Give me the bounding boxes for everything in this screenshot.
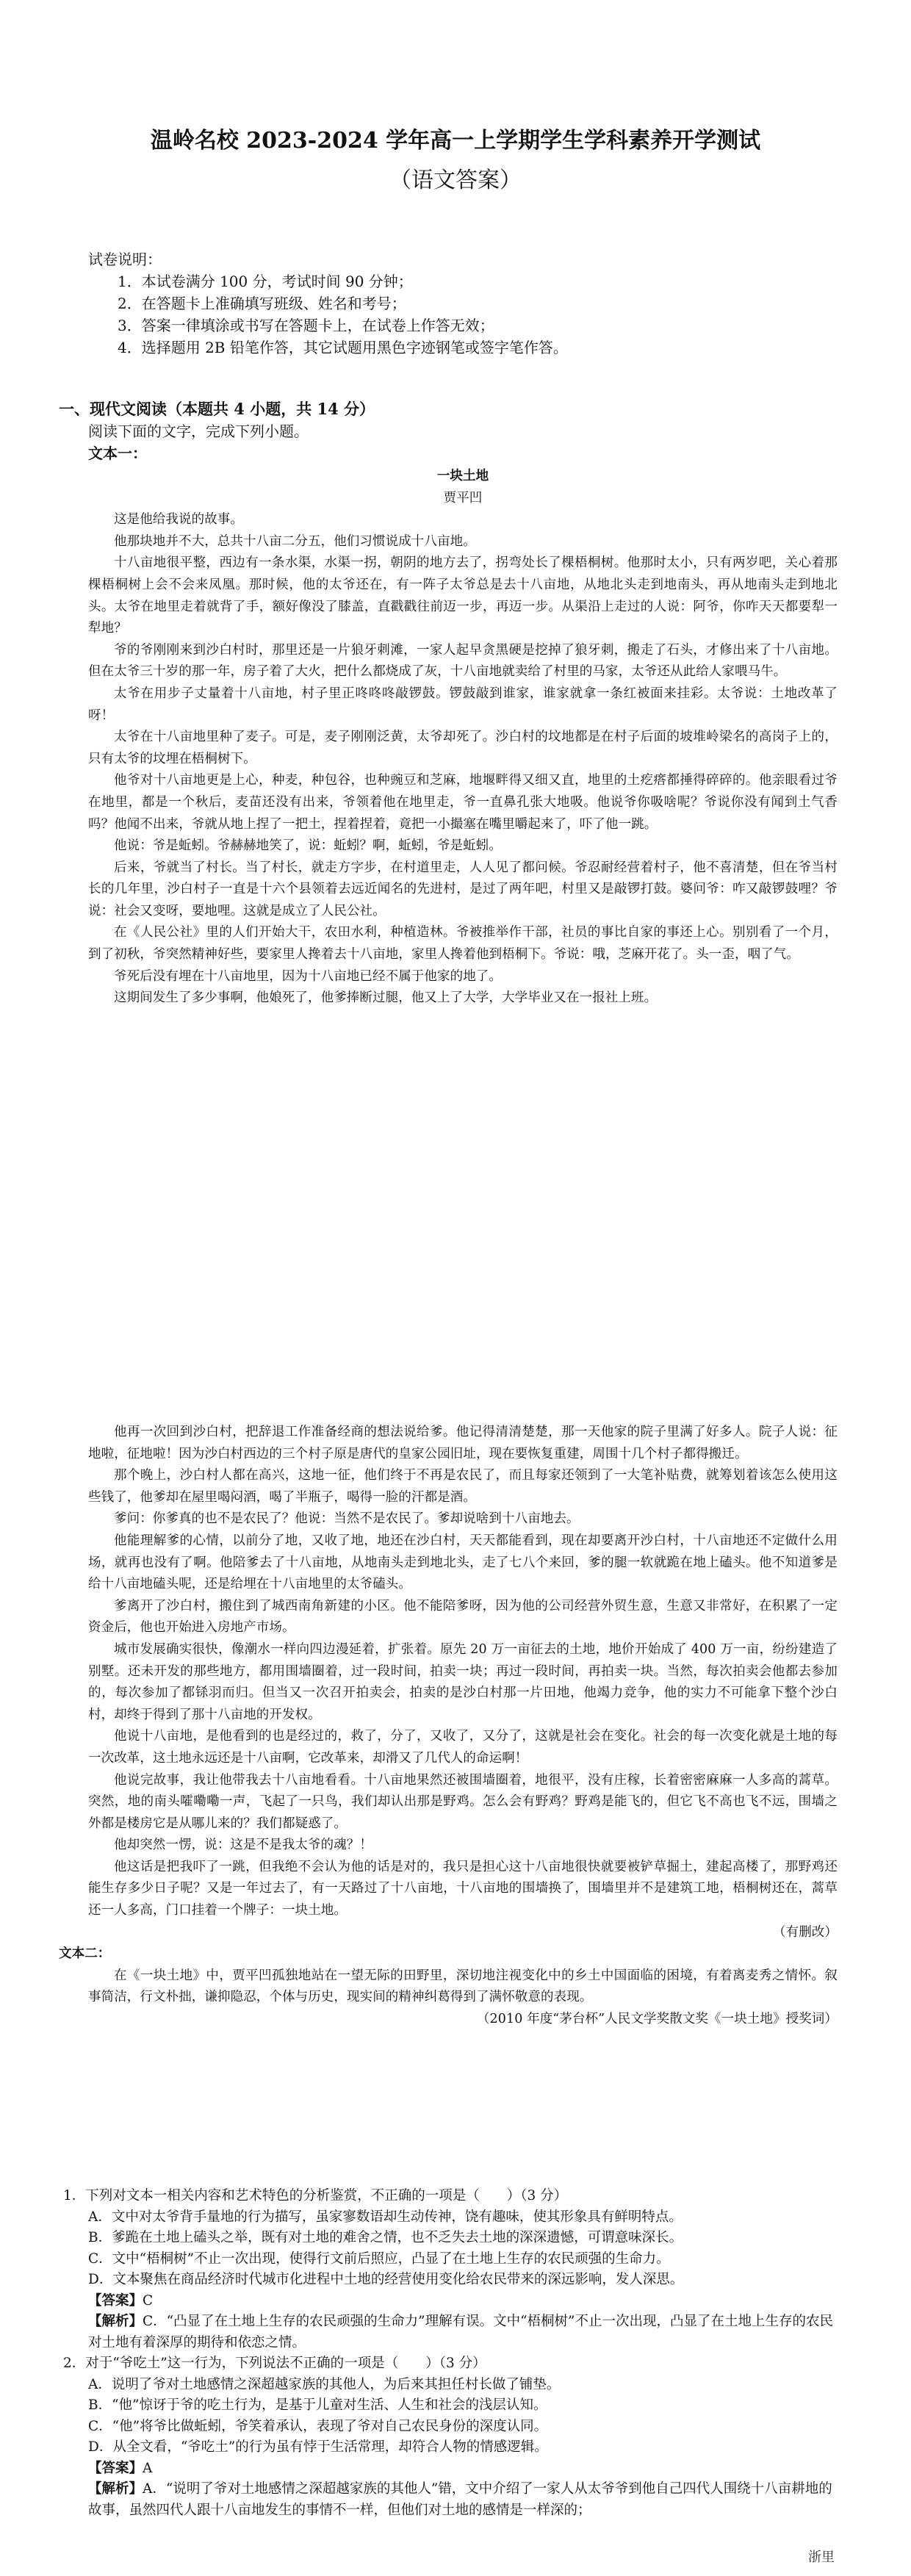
question-option: B．爹跪在土地上磕头之举，既有对土地的难舍之情，也不乏失去土地的深深遗憾，可谓意味深长。 [88,2230,683,2245]
story-paragraph: 这是他给我说的故事。 [114,512,243,528]
question-option: A．文中对太爷背手量地的行为描写，虽家寥数语却生动传神，饶有趣味，使其形象具有鲜明特点。 [88,2209,683,2225]
instruction-item: 4．选择题用 2B 铅笔作答，其它试题用黑色字迹钢笔或签字笔作答。 [118,339,568,356]
page-subtitle: （语文答案） [389,168,522,193]
question-1 [63,2186,838,2353]
story-paragraph: 他能理解爹的心情，以前分了地，又收了地，地还在沙白村，天天都能看到，现在却要离开沙白村，十八亩地还不定做什么用场，就再也没有了啊。他陪爹去了十八亩地，从地南头走到地北头，走了七八个来回，爹的腿一软就跪在地上磕头。他不知道爹是给十八亩地磕头呢，还是给埋在十八亩地里的太爷磕头。 [88,1533,838,1592]
text1-part2 [59,1422,838,2031]
text1-part1 [88,466,838,1010]
question-option: D．从全文看，“爷吃土”的行为虽有悖于生活常理，却符合人物的情感逻辑。 [88,2439,548,2455]
question-stem: 2．对于“爷吃土”这一行为，下列说法不正确的一项是（ ）（3 分） [63,2356,486,2371]
answer-value: C [143,2292,154,2309]
answer-tag: 【答案】 [88,2460,143,2476]
story-author: 贾平凹 [443,490,483,506]
story-paragraph: 十八亩地很平整，西边有一条水渠，水渠一拐，朝阴的地方去了，拐弯处长了棵梧桐树。他那时太小，只有两岁吧，关心着那棵梧桐树上会不会来凤凰。那时候，他的太爷还在，有一阵子太爷总是去十八亩地，从地北头走到地南头，再从地南头走到地北头。太爷在地里走着就背了手，额好像没了膝盖，直戳戳往前迈一步，再迈一步。从渠沿上走过的人说：阿爷，你咋天天都要犁一犁地？ [88,555,838,636]
story-paragraph: 他这话是把我吓了一跳，但我绝不会认为他的话是对的，我只是担心这十八亩地很快就要被铲草掘土，建起高楼了，那野鸡还能生存多少日子呢？又是一年过去了，有一天路过了十八亩地，十八亩地的围墙换了，围墙里并不是建筑工地，梧桐树还在，蒿草还一人多高，门口挂着一个牌子：一块土地。 [88,1859,838,1918]
analysis-line [88,2479,838,2521]
story-paragraph: 太爷在用步子丈量着十八亩地，村子里正咚咚咚敲锣鼓。锣鼓敲到谁家，谁家就拿一条红被面来挂彩。太爷说：土地改革了呀！ [88,686,838,723]
question-option: A．说明了爷对土地感情之深超越家族的其他人，为后来其担任村长做了铺垫。 [88,2376,561,2392]
answer-value: A [143,2460,153,2476]
question-option: D．文本聚焦在商品经济时代城市化进程中土地的经营使用变化给农民带来的深远影响，发人深思。 [88,2272,684,2287]
story-paragraph: 爷的爷刚刚来到沙白村时，那里还是一片狼牙刺滩，一家人起早贪黑硬是挖掉了狼牙刺，搬走了石头，才修出来了十八亩地。但在太爷三十岁的那一年，房子着了大火，把什么都烧成了灰，十八亩地就卖给了村里的马家，太爷还从此给人家喂马牛。 [88,642,838,680]
story-paragraph: 他说完故事，我让他带我去十八亩地看看。十八亩地果然还被围墙圈着，地很平，没有庄稼，长着密密麻麻一人多高的蒿草。突然，地的南头嚯嘞嘞一声，飞起了一只鸟，我们却认出那是野鸡。怎么会有野鸡？野鸡是能飞的，但它飞不高也飞不远，围墙之外都是楼房它是从哪儿来的？我们都疑惑了。 [88,1772,838,1831]
question-option: C．“他”将爷比做蚯蚓，爷笑着承认，表现了爷对自己农民身份的深度认同。 [88,2418,548,2434]
analysis-tag: 【解析】 [88,2481,143,2497]
story-paragraph: 他却突然一愣，说：这是不是我太爷的魂？！ [114,1838,372,1853]
story-paragraph: 他爷对十八亩地更是上心，种麦，种包谷，也种豌豆和芝麻，地堰畔得又细又直，地里的土疙瘩都捶得碎碎的。他亲眼看过爷在地里，都是一个秋后，麦苗还没有出来，爷领着他在地里走，爷一直鼻孔张大地吸。他说爷你吸啥呢？爷说你没有闻到土气香吗？他闻不出来，爷就从地上捏了一把土，捏着捏着，竟把一小撮塞在嘴里嚼起来了，吓了他一跳。 [88,773,838,832]
story-paragraph: 爹问：你爹真的也不是农民了？他说：当然不是农民了。爹却说啥到十八亩地去。 [114,1511,580,1527]
section-intro: 阅读下面的文字，完成下列小题。 [88,422,309,440]
text2-label: 文本二： [59,1946,111,1962]
instruction-item: 1．本试卷满分 100 分，考试时间 90 分钟； [118,273,413,290]
story-paragraph: 太爷在十八亩地里种了麦子。可是，麦子刚刚泛黄，太爷却死了。沙白村的坟地都是在村子后面的坡堆岭梁名的高岗子上的，只有太爷的坟埋在梧桐树下。 [88,730,838,766]
question-option: B．“他”惊讶于爷的吃土行为，是基于儿童对生活、人生和社会的浅层认知。 [88,2397,547,2413]
story-paragraph: 他说：爷是蚯蚓。爷赫赫地笑了，说：蚯蚓？啊，蚯蚓，爷是蚯蚓。 [114,838,502,854]
story-paragraph: 他那块地并不大，总共十八亩二分五，他们习惯说成十八亩地。 [114,533,476,549]
answer-line [88,2458,838,2480]
instruction-item: 2．在答题卡上准确填写班级、姓名和考号； [118,295,406,312]
analysis-text: A．“说明了爷对土地感情之深超越家族的其他人”错，文中介绍了一家人从太爷爷到他自己四代人围绕十八亩耕地的故事，虽然四代人跟十八亩地发生的事情不一样，但他们对土地的感情是一样深的； [88,2481,832,2518]
story-paragraph: 他再一次回到沙白村，把辞退工作准备经商的想法说给爹。他记得清清楚楚，那一天他家的院子里满了好多人。院子人说：征地啦，征地啦！因为沙白村西边的三个村子原是唐代的皇家公园旧址，现在要恢复重建，周围十几个村子都得搬迁。 [88,1425,838,1461]
footer-watermark: 浙里 [808,2550,835,2565]
source-note: （有删改） [773,1924,838,1940]
answer-line [88,2291,838,2312]
question-option: C．文中“梧桐树”不止一次出现，使得行文前后照应，凸显了在土地上生存的农民顽强的生命力。 [88,2251,670,2267]
instruction-item: 3．答案一律填涂或书写在答题卡上，在试卷上作答无效； [118,317,494,334]
text2-body: 在《一块土地》中，贾平凹孤独地站在一望无际的田野里，深切地注视变化中的乡土中国面临的困境，有着离麦秀之情怀。叙事简洁，行文朴拙，谦抑隐忍，个体与历史，现实间的精神纠葛得到了满怀敬意的表现。 [88,1968,838,2005]
story-paragraph: 城市发展确实很快，像潮水一样向四边漫延着，扩张着。原先 20 万一亩征去的土地，地价开始成了 400 万一亩，纷纷建造了别墅。还未开发的那些地方，都用围墙圈着，过一段时间，拍卖一块；再过一段时间，再拍卖一块。当然，每次拍卖会他都去参加的，每次参加了都铩羽而归。但当又一次召开拍卖会，拍卖的是沙白村那一片田地，他竭力竞争，他的实力不可能拿下整个沙白村，却终于得到了那十八亩地的开发权。 [88,1641,838,1722]
section1-header [59,398,838,464]
analysis-tag: 【解析】 [88,2314,143,2329]
analysis-line [88,2311,838,2353]
story-paragraph: 在《人民公社》里的人们开始大干，农田水利，种植造林。爷被推举作干部，社员的事比自家的事还上心。别别看了一个月，到了初秋，爷突然精神好些，要家里人搀着去十八亩地，家里人搀着他到梧桐下。爷说：哦，芝麻开花了。头一歪，咽了气。 [88,925,838,963]
instructions-heading: 试卷说明： [88,251,162,268]
question-stem: 1．下列对文本一相关内容和艺术特色的分析鉴赏，不正确的一项是（ ）（3 分） [63,2188,568,2203]
story-paragraph: 爹离开了沙白村，搬住到了城西南角新建的小区。他不能陪爹呀，因为他的公司经营外贸生意，生意又非常好，在积累了一定资金后，他也开始进入房地产市场。 [88,1598,838,1636]
story-paragraph: 这期间发生了多少事啊，他娘死了，他爹捧断过腿，他又上了大学，大学毕业又在一报社上班。 [114,990,658,1006]
section-heading: 一、现代文阅读（本题共 4 小题，共 14 分） [59,400,375,418]
answer-tag: 【答案】 [88,2292,143,2309]
analysis-text: C．“凸显了在土地上生存的农民顽强的生命力”理解有误。文中“梧桐树”不止一次出现，凸显了在土地上生存的农民对土地有着深厚的期待和依恋之情。 [88,2314,834,2350]
award-note: （2010 年度“茅台杯”人民文学奖散文奖《一块土地》授奖词） [476,2012,838,2027]
story-paragraph: 他说十八亩地，是他看到的也是经过的，救了，分了，又收了，又分了，这就是社会在变化。社会的每一次变化就是土地的每一次改革，这土地永远还是十八亩啊，它改革来，却滑又了几代人的命运啊！ [88,1729,838,1766]
page-title: 温岭名校 2023-2024 学年高一上学期学生学科素养开学测试 [150,128,761,154]
question-2 [63,2353,838,2521]
story-title: 一块土地 [436,469,489,483]
questions [63,2186,838,2521]
story-paragraph: 爷死后没有埋在十八亩地里，因为十八亩地已经不属于他家的地了。 [114,968,502,984]
text1-label: 文本一： [88,445,147,462]
instructions [88,248,838,359]
story-paragraph: 那个晚上，沙白村人都在高兴，这地一征，他们终于不再是农民了，而且每家还领到了一大笔补贴费，就筹划着该怎么使用这些钱了，他爹却在屋里喝闷酒，喝了半瓶子，喝得一脸的汗都是酒。 [88,1468,838,1505]
story-paragraph: 后来，爷就当了村长。当了村长，就走方字步，在村道里走，人人见了都问候。爷忍耐经营着村子，他不喜清楚，但在爷当村长的几年里，沙白村子一直是十六个县领着去远近闻名的先进村，是过了两年吧，村里又是敲锣打鼓。婆问爷：咋又敲锣鼓哩？爷说：社会又变呀，要地哩。这就是成立了人民公社。 [88,860,838,918]
